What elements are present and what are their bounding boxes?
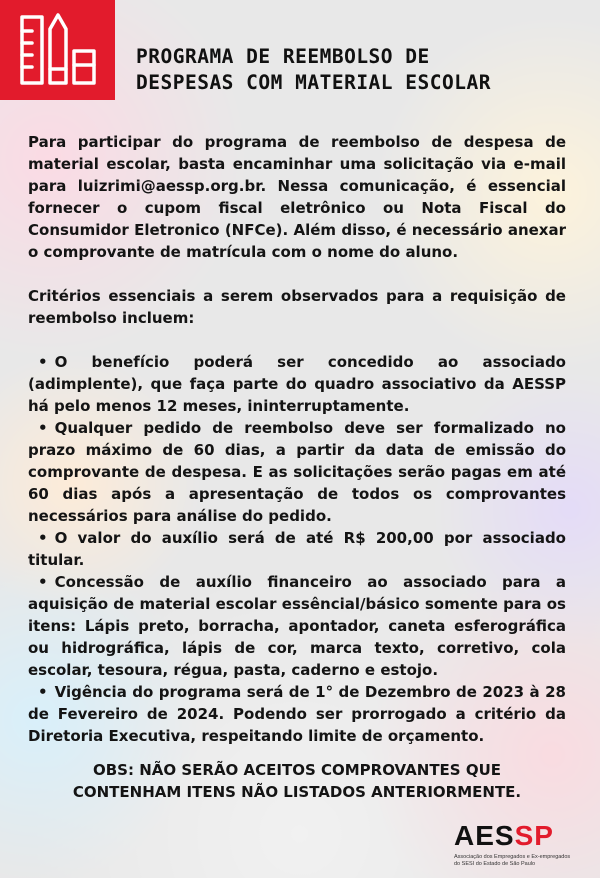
criteria-heading: Critérios essenciais a serem observados para a requisição de reembolso incluem: xyxy=(28,287,566,327)
intro-paragraph: Para participar do programa de reembolso de despesa de material escolar, basta encaminhar uma solicitação via e-mail para luizrimi@aessp.org.br. Nessa comunicação, é essencial fornecer o cupom fiscal eletrônico ou Nota Fiscal do Consumidor Eletronico (NFCe). Além disso, é necessário anexar o comprovante de matrícula com o nome do aluno. xyxy=(28,133,566,261)
criteria-item xyxy=(28,351,566,417)
page-title xyxy=(136,44,591,96)
criteria-item-text: Concessão de auxílio financeiro ao associado para a aquisição de material escolar essêncial/básico somente para os itens: Lápis preto, borracha, apontador, caneta esferográfica ou hidrográfica, lápis de cor, marca texto, corretivo, cola escolar, tesoura, régua, pasta, caderno e estojo. xyxy=(28,573,566,679)
criteria-item xyxy=(28,571,566,681)
criteria-item xyxy=(28,681,566,747)
brand-wordmark xyxy=(454,820,554,852)
title-line-2: DESPESAS COM MATERIAL ESCOLAR xyxy=(136,71,491,94)
aessp-logo xyxy=(448,820,578,870)
title-line-1: PROGRAMA DE REEMBOLSO DE xyxy=(136,45,430,68)
criteria-item-text: O benefício poderá ser concedido ao associado (adimplente), que faça parte do quadro associativo da AESSP há pelo menos 12 meses, ininterruptamente. xyxy=(28,353,566,415)
brand-main: AES xyxy=(454,820,515,851)
header-logo-box xyxy=(0,0,115,100)
criteria-item xyxy=(28,527,566,571)
brand-accent: SP xyxy=(514,820,554,851)
obs-line-1: OBS: NÃO SERÃO ACEITOS COMPROVANTES QUE xyxy=(93,761,501,779)
criteria-item-text: O valor do auxílio será de até R$ 200,00 por associado titular. xyxy=(28,529,566,569)
main-content xyxy=(28,131,566,747)
criteria-item-text: Vigência do programa será de 1° de Dezembro de 2023 à 28 de Fevereiro de 2024. Podendo ser prorrogado a critério da Diretoria Executiva, respeitando limite de orçamento. xyxy=(28,683,566,745)
criteria-item-text: Qualquer pedido de reembolso deve ser formalizado no prazo máximo de 60 dias, a partir da data de emissão do comprovante de despesa. E as solicitações serão pagas em até 60 dias após a apresentação de todos os comprovantes necessários para análise do pedido. xyxy=(28,419,566,525)
obs-note xyxy=(28,759,566,803)
criteria-item xyxy=(28,417,566,527)
brand-tagline: Associação dos Empregados e Ex-empregados do SESI do Estado de São Paulo xyxy=(454,854,571,867)
obs-line-2: CONTENHAM ITENS NÃO LISTADOS ANTERIORMENTE. xyxy=(72,783,522,801)
school-supplies-icon xyxy=(18,11,98,89)
